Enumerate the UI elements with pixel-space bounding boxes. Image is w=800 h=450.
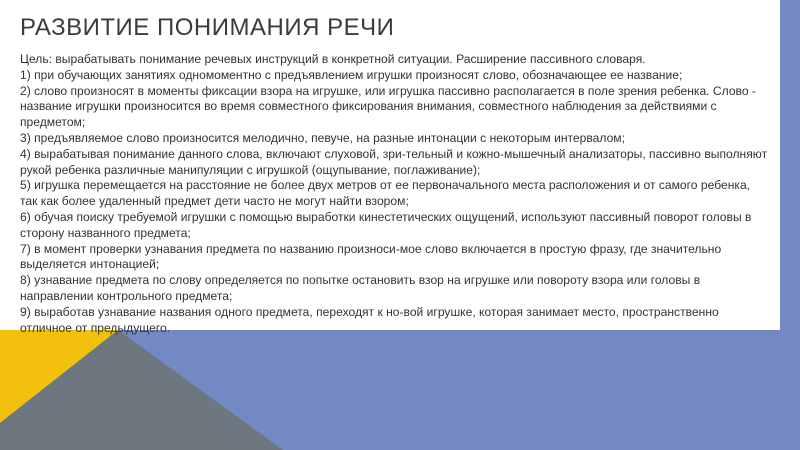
list-item: 1) при обучающих занятиях одномоментно с предъявлением игрушки произносят слово, обозначающее ее название; bbox=[20, 67, 683, 82]
list-item: 4) вырабатывая понимание данного слова, включают слуховой, зри-тельный и кожно-мышечный анализаторы, пассивно выполняют рукой ребенка различные манипуляции с игрушкой (ощупывание, поглаживание); bbox=[20, 146, 768, 177]
list-item: 8) узнавание предмета по слову определяется по попытке остановить взор на игрушке или повороту взора или головы в направлении контрольного предмета; bbox=[20, 273, 701, 303]
list-item: 5) игрушка перемещается на расстояние не более двух метров от ее первоначального места расположения и от самого ребенка, так как более удаленный предмет дети часто не могут найти взором; bbox=[20, 178, 751, 209]
slide-title: РАЗВИТИЕ ПОНИМАНИЯ РЕЧИ bbox=[20, 14, 395, 41]
list-item: 3) предъявляемое слово произносится мелодично, певуче, на разные интонации с некоторым интервалом; bbox=[20, 130, 625, 145]
list-item: 9) выработав узнавание названия одного предмета, переходят к но-вой игрушке, которая занимает место, пространственно отличное от предыдущего. bbox=[20, 304, 719, 335]
goal-paragraph: Цель: вырабатывать понимание речевых инструкций в конкретной ситуации. Расширение пассивного словаря. bbox=[20, 52, 646, 66]
list-item: 2) слово произносят в моменты фиксации взора на игрушке, или игрушка пассивно располагается в поле зрения ребенка. Слово - название игрушки произносится во время совместного фиксирования внимания, совместного наблюдения за действиями с предметом; bbox=[20, 83, 756, 130]
slide-body bbox=[20, 52, 768, 336]
list-item: 6) обучая поиску требуемой игрушки с помощью выработки кинестетических ощущений, используют пассивный поворот головы в сторону названного предмета; bbox=[20, 209, 752, 240]
list-item: 7) в момент проверки узнавания предмета по названию произноси-мое слово включается в простую фразу, где значительно выделяется интонацией; bbox=[20, 241, 722, 272]
